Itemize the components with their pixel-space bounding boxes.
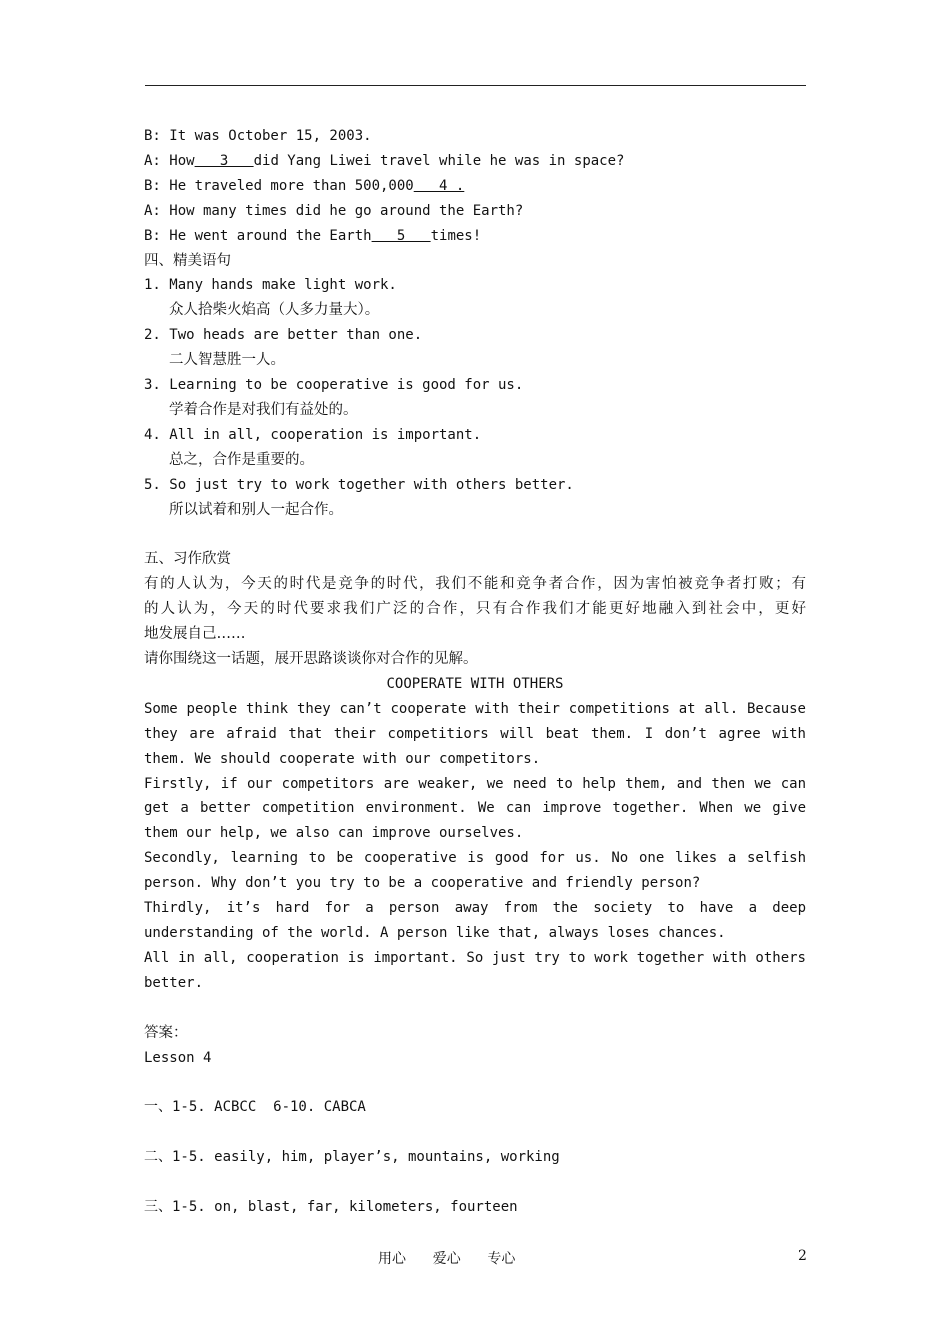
essay-line: they are afraid that their competitiors will beat them. I don’t agree with [144, 725, 806, 742]
spacer [144, 1120, 806, 1145]
essay-line: Thirdly, it’s hard for a person away from the society to have a deep [144, 900, 806, 917]
dialog-text: A: How many times did he go around the Earth? [144, 202, 524, 219]
essay-line: Secondly, learning to be cooperative is good for us. No one likes a selfish [144, 850, 806, 867]
dialog-text: did Yang Liwei travel while he was in space? [253, 152, 625, 169]
section-4-heading: 四、精美语句 [144, 252, 231, 269]
sentence-list [144, 273, 806, 522]
fill-blank-3: 3 [194, 152, 254, 169]
answers-part-3: 三、1-5. on, blast, far, kilometers, fourteen [144, 1198, 518, 1215]
dialog-text: B: He went around the Earth [144, 227, 372, 244]
essay-line: them our help, we also can improve ourselves. [144, 825, 524, 842]
essay-line: person. Why don’t you try to be a cooperative and friendly person? [144, 875, 701, 892]
essay-title: COOPERATE WITH OTHERS [386, 675, 564, 692]
answers-lesson: Lesson 4 [144, 1049, 212, 1066]
sentence-en: 5. So just try to work together with others better. [144, 476, 574, 493]
answers-part-2: 二、1-5. easily, him, player’s, mountains, working [144, 1149, 560, 1166]
spacer [144, 1070, 806, 1095]
dialog-line-1 [144, 124, 806, 149]
dialog-line-5 [144, 224, 806, 249]
essay-line: Some people think they can’t cooperate with their competitions at all. Because [144, 700, 806, 717]
essay-body [144, 697, 806, 996]
writing-prompt-line: 地发展自己…… [144, 626, 246, 643]
page-number: 2 [798, 1248, 807, 1264]
dialog-text: B: It was October 15, 2003. [144, 128, 372, 144]
fill-blank-4: 4 . [413, 177, 465, 194]
page-content [144, 124, 806, 1220]
sentence-zh: 学着合作是对我们有益处的。 [169, 401, 358, 418]
dialog-block [144, 124, 806, 249]
essay-line: Firstly, if our competitors are weaker, we need to help them, and then we can [144, 775, 806, 792]
spacer [144, 996, 806, 1021]
dialog-line-4 [144, 199, 806, 224]
dialog-line-2 [144, 149, 806, 174]
answers-heading: 答案： [144, 1024, 188, 1041]
essay-line: better. [144, 974, 204, 991]
sentence-en: 4. All in all, cooperation is important. [144, 426, 482, 443]
sentence-zh: 所以试着和别人一起合作。 [169, 501, 343, 518]
writing-prompt-line: 的人认为，今天的时代要求我们广泛的合作，只有合作我们才能更好地融入到社会中，更好 [144, 601, 806, 618]
fill-blank-5: 5 [371, 227, 431, 244]
dialog-text: times! [430, 227, 482, 244]
writing-prompt-line: 有的人认为，今天的时代是竞争的时代，我们不能和竞争者合作，因为害怕被竞争者打败；有 [144, 576, 806, 593]
essay-line: them. We should cooperate with our competitors. [144, 750, 541, 767]
sentence-zh: 二人智慧胜一人。 [169, 352, 285, 369]
sentence-zh: 众人拾柴火焰高（人多力量大）。 [169, 302, 380, 319]
spacer [144, 523, 806, 548]
essay-line: All in all, cooperation is important. So just try to work together with others [144, 949, 806, 966]
footer-motto: 用心 爱心 专心 [378, 1251, 516, 1267]
writing-instruction: 请你围绕这一话题，展开思路谈谈你对合作的见解。 [144, 651, 478, 668]
essay-line: understanding of the world. A person like that, always loses chances. [144, 924, 726, 941]
dialog-text: A: How [144, 152, 195, 169]
sentence-en: 2. Two heads are better than one. [144, 327, 423, 344]
section-5-heading: 五、习作欣赏 [144, 551, 231, 568]
page-footer [0, 1248, 950, 1270]
answers-part-1: 一、1-5. ACBCC 6-10. CABCA [144, 1099, 366, 1116]
spacer [144, 1170, 806, 1195]
sentence-en: 1. Many hands make light work. [144, 277, 397, 294]
header-rule [145, 85, 806, 86]
sentence-en: 3. Learning to be cooperative is good for us. [144, 377, 524, 394]
essay-line: get a better competition environment. We can improve together. When we give [144, 800, 806, 817]
sentence-zh: 总之，合作是重要的。 [169, 451, 314, 468]
dialog-line-3 [144, 174, 806, 199]
dialog-text: B: He traveled more than 500,000 [144, 177, 414, 194]
